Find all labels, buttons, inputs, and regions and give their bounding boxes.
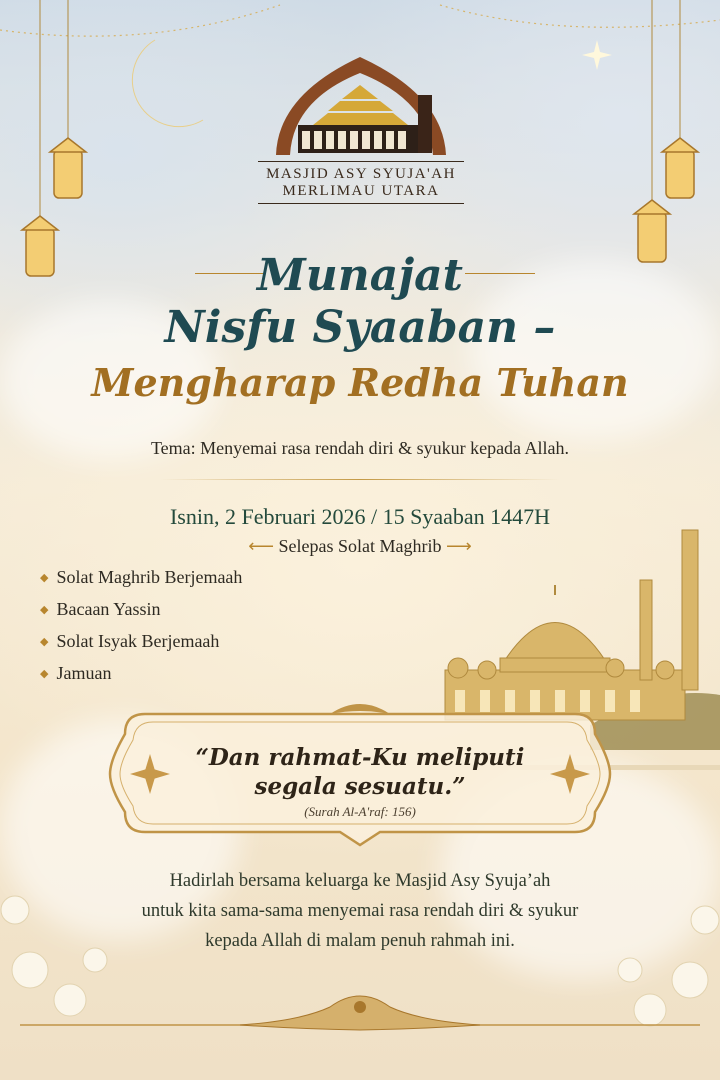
quote-line-1: “Dan rahmat-Ku meliputi [195,744,525,771]
quote-text [0,743,720,801]
invitation-line: untuk kita sama-sama menyemai rasa rendah diri & syukur [141,901,579,921]
program-item [40,567,242,588]
program-item [40,631,219,652]
logo-line-1: MASJID ASY SYUJA'AH [266,166,456,182]
divider [160,479,560,480]
arrow-left-icon: ⟵ [248,536,274,556]
logo-divider [258,161,464,162]
diamond-bullet-icon: ◆ [40,572,49,584]
mosque-logo-icon [268,55,453,160]
program-item-label: Bacaan Yassin [56,599,161,619]
program-item-label: Solat Isyak Berjemaah [56,631,220,651]
diamond-bullet-icon: ◆ [40,604,49,616]
diamond-bullet-icon: ◆ [40,636,49,648]
program-item-label: Solat Maghrib Berjemaah [56,567,243,587]
diamond-bullet-icon: ◆ [40,668,49,680]
quote-source: (Surah Al-A'raf: 156) [304,804,416,819]
invitation-line: Hadirlah bersama keluarga ke Masjid Asy Syuja’ah [169,871,551,891]
title-line-3: Mengharap Redha Tuhan [91,360,629,405]
program-item [40,663,111,684]
program-item [40,599,160,620]
event-date: Isnin, 2 Februari 2026 / 15 Syaaban 1447H [169,504,551,529]
quote-line-2: segala sesuatu.” [254,773,466,800]
logo-line-2: MERLIMAU UTARA [282,183,440,199]
title-line-2: Nisfu Syaaban – [164,302,556,353]
title-line-1: Munajat [257,250,463,301]
invitation-line: kepada Allah di malam penuh rahmah ini. [205,931,515,951]
program-item-label: Jamuan [56,663,112,683]
theme-text: Tema: Menyemai rasa rendah diri & syukur kepada Allah. [150,438,570,458]
event-time-text: Selepas Solat Maghrib [278,536,442,556]
bottom-ornament [0,985,720,1045]
arrow-right-icon: ⟶ [445,536,472,556]
logo-name [250,166,472,200]
logo-divider [258,203,464,204]
